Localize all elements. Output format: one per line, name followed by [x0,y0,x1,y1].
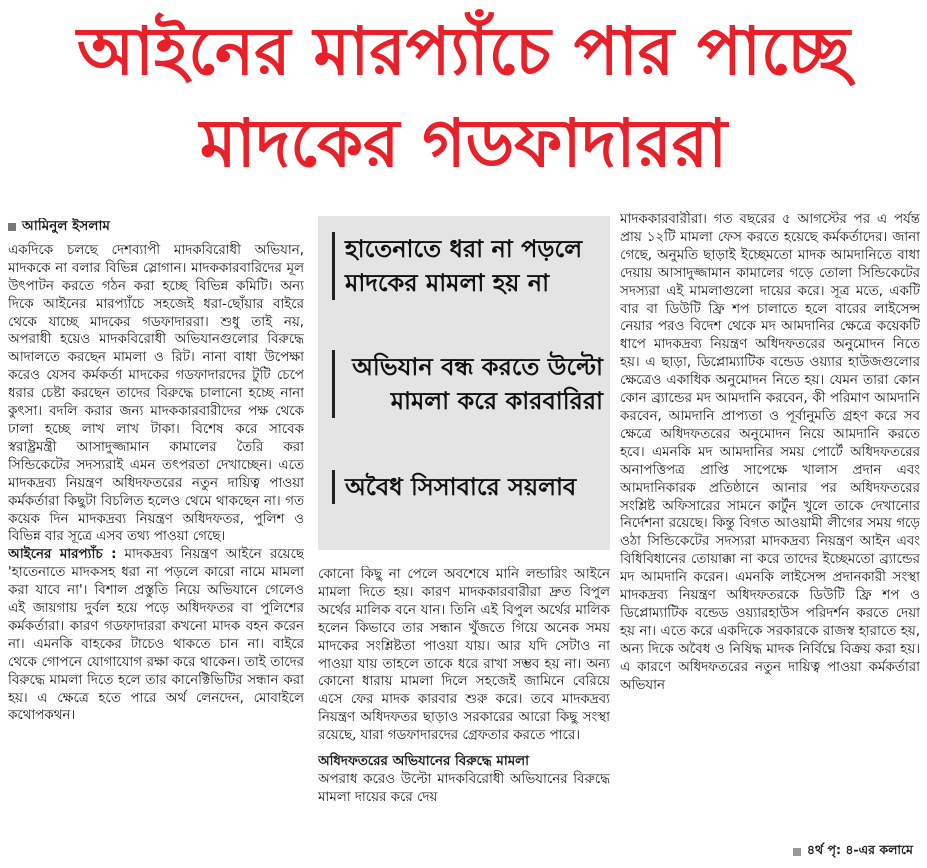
column-1-paragraph-2-text: মাদকদ্রব্য নিয়ন্ত্রণ আইনে রয়েছে 'হাতেনাতে মাদকসহ ধরা না পড়লে কারো নামে মামলা করা যাবে না'। বিশাল প্রস্তুতি নিয়ে অভিযানে গেলেও এই জায়গায় দুর্বল হয়ে পড়ে অধিদফতর বা পুলিশের কর্মকর্তারা। কারণ গডফাদাররা কখনো মাদক বহন করেন না। এমনকি বাহকের টাচেও থাকতে চান না। বাইরে থেকে গোপনে যোগাযোগ রক্ষা করে থাকেন। তাই তাদের বিরুদ্ধে মামলা দিতে হলে তার কানেক্টিভিটির সন্ধান করা হয়। এ ক্ষেত্রে হতে পারে অর্থ লেনদেন, মোবাইলে কথোপকথন। [8,547,304,724]
headline-line-1: আইনের মারপ্যাঁচে পার পাচ্ছে [77,13,850,90]
column-1-paragraph-1: একদিকে চলছে দেশব্যাপী মাদকবিরোধী অভিযান, মাদককে না বলার বিভিন্ন স্লোগান। মাদককারবারিদের মূল উৎপাটন করতে গঠন করা হচ্ছে বিভিন্ন কমিটি। অন্য দিকে আইনের মারপ্যাঁচে সহজেই ধরা-ছোঁয়ার বাইরে থেকে যাচ্ছে মাদকের গডফাদাররা। শুধু তাই নয়, অপরাধী হয়েও মাদকবিরোধী অভিযানগুলোর বিরুদ্ধে আদালতে করছেন মামলা ও রিট। নানা বাধা উপেক্ষা করেও যেসব কর্মকর্তা মাদকের গডফাদারদের টুটি চেপে ধরার চেষ্টা করছেন তাদের বিরুদ্ধে চালানো হচ্ছে নানা কুৎসা। বদলি করার জন্য মাদককারবারীদের পক্ষ থেকে ঢালা হচ্ছে লাখ লাখ টাকা। বিশেষ করে সাবেক স্বরাষ্ট্রমন্ত্রী আসাদুজ্জামান কামালের তৈরি করা সিন্ডিকেটের সদস্যরাই এমন তৎপরতা দেখাচ্ছেন। এতে মাদকদ্রব্য নিয়ন্ত্রণ অধিদফতরের নতুন দায়িত্ব পাওয়া কর্মকর্তারা কিছুটা বিচলিত হলেও থেমে থাকছেন না। গত কয়েক দিন মাদকদ্রব্য নিয়ন্ত্রণ অধিদফতর, পুলিশ ও বিভিন্ন বার সূত্রে এসব তথ্য পাওয়া গেছে। [8,242,304,545]
pull-quote-1: হাতেনাতে ধরা না পড়লে মাদকের মামলা হয় না [332,232,603,300]
pull-quote-box [318,216,610,550]
pull-quote-3: অবৈধ সিসাবারে সয়লাব [332,470,603,504]
column-2 [318,566,610,868]
section-head-cases-against-drive: অধিদফতরের অভিযানের বিরুদ্ধে মামলা [318,754,530,770]
byline [8,218,304,236]
headline-line-2: মাদকের গডফাদাররা [199,105,728,182]
column-3-paragraph-1: মাদককারবারীরা। গত বছরের ৫ আগস্টের পর এ পর্যন্ত প্রায় ১২টি মামলা ফেস করতে হয়েছে কর্মকর্তাদের। জানা গেছে, অনুমতি ছাড়াই ইচ্ছেমতো মাদক আমদানিতে বাধা দেয়ায় আসাদুজ্জামান কামালের গড়ে তোলা সিন্ডিকেটের সদস্যরা এই মামলাগুলো দায়ের করে। সূত্র মতে, একটি বার বা ডিউটি ফ্রি শপ চালাতে হলে বারের লাইসেন্স নেয়ার পরও বিদেশ থেকে মদ আমদানির ক্ষেত্রে কয়েকটি ধাপে মাদকদ্রব্য নিয়ন্ত্রণ অধিদফতরের অনুমোদন নিতে হয়। এ ছাড়া, ডিপ্লোম্যাটিক বন্ডেড ওয়্যার হাউজগুলোর ক্ষেত্রেও একাধিক অনুমোদন নিতে হয়। যেমন তারা কোন কোন ব্র্যান্ডের মদ আমদানি করবেন, কী পরিমাণ আমদানি করবেন, আমদানি প্রাপ্যতা ও পূর্বানুমতি গ্রহণ করে সব ক্ষেত্রে অধিদফতরের অনুমোদন নিয়ে আমদানি করতে হবে। এমনকি মদ আমদানির সময় পোর্টে অধিদফতরের অনাপত্তিপত্র প্রাপ্তি সাপেক্ষে খালাস প্রদান এবং আমদানিকারক প্রতিষ্ঠানে আনার পর অধিদফতরের সংশ্লিষ্ট অফিসারের সামনে কার্টুন খুলে তাকে দেখানোর নির্দেশনা রয়েছে। কিন্তু বিগত আওয়ামী লীগের সময় গড়ে ওঠা সিন্ডিকেটের সদস্যরা মাদকদ্রব্য নিয়ন্ত্রণ আইন এবং বিধিবিধানের তোয়াক্কা না করে তাদের ইচ্ছেমতো ব্র্যান্ডের মদ আমদানি করেন। এমনকি লাইসেন্স প্রদানকারী সংস্থা মাদকদ্রব্য নিয়ন্ত্রণ অধিদফতরকে ডিউটি ফ্রি শপ ও ডিপ্লোম্যাটিক বন্ডেড ওয়্যারহাউস পরিদর্শন করতে দেয়া হয় না। এতে করে একদিকে সরকারকে রাজস্ব হারাতে হয়, অন্য দিকে অবৈধ ও নিষিদ্ধ মাদক নির্বিঘ্নে বিক্রয় করা হয়। এ কারণে অধিদফতরের নতুন দায়িত্ব পাওয়া কর্মকর্তারা অভিযান [620,212,920,693]
pull-quote-2: অভিযান বন্ধ করতে উল্টো মামলা করে কারবারিরা [332,350,603,418]
column-2-paragraph-2: অপরাধ করেও উল্টো মাদকবিরোধী অভিযানের বিরুদ্ধে মামলা দায়ের করে দেয় [318,771,610,805]
column-1-paragraph-2 [8,546,304,725]
headline [0,6,927,190]
column-1 [8,218,304,868]
subhead-law-loophole: আইনের মারপ্যাঁচ : [8,547,117,563]
continued-text: ৪র্থ পৃ: ৪-এর কলামে [806,842,913,857]
column-3 [620,211,920,868]
continued-on-page [793,842,913,862]
column-2-paragraph-1: কোনো কিছু না পেলে অবশেষে মানি লন্ডারিং আইনে মামলা দিতে হয়। কারণ মাদককারবারীরা দ্রুত বিপুল অর্থের মালিক বনে যান। তিনি এই বিপুল অর্থের মালিক হলেন কিভাবে তার সন্ধান খুঁজতে গিয়ে অনেক সময় মাদকের সংশ্লিষ্টতা পাওয়া যায়। আর যদি সেটাও না পাওয়া যায় তাহলে তাকে ধরে রাখা সম্ভব হয় না। অন্য কোনো ধারায় মামলা দিলে সহজেই জামিনে বেরিয়ে এসে ফের মাদক কারবার শুরু করে। তবে মাদকদ্রব্য নিয়ন্ত্রণ অধিদফতর ছাড়াও সরকারের আরো কিছু সংস্থা রয়েছে, যারা গডফাদারদের গ্রেফতার করতে পারে। [318,567,610,744]
square-bullet-icon [8,223,16,231]
byline-author: আমিনুল ইসলাম [22,218,110,234]
square-bullet-icon [793,848,801,856]
